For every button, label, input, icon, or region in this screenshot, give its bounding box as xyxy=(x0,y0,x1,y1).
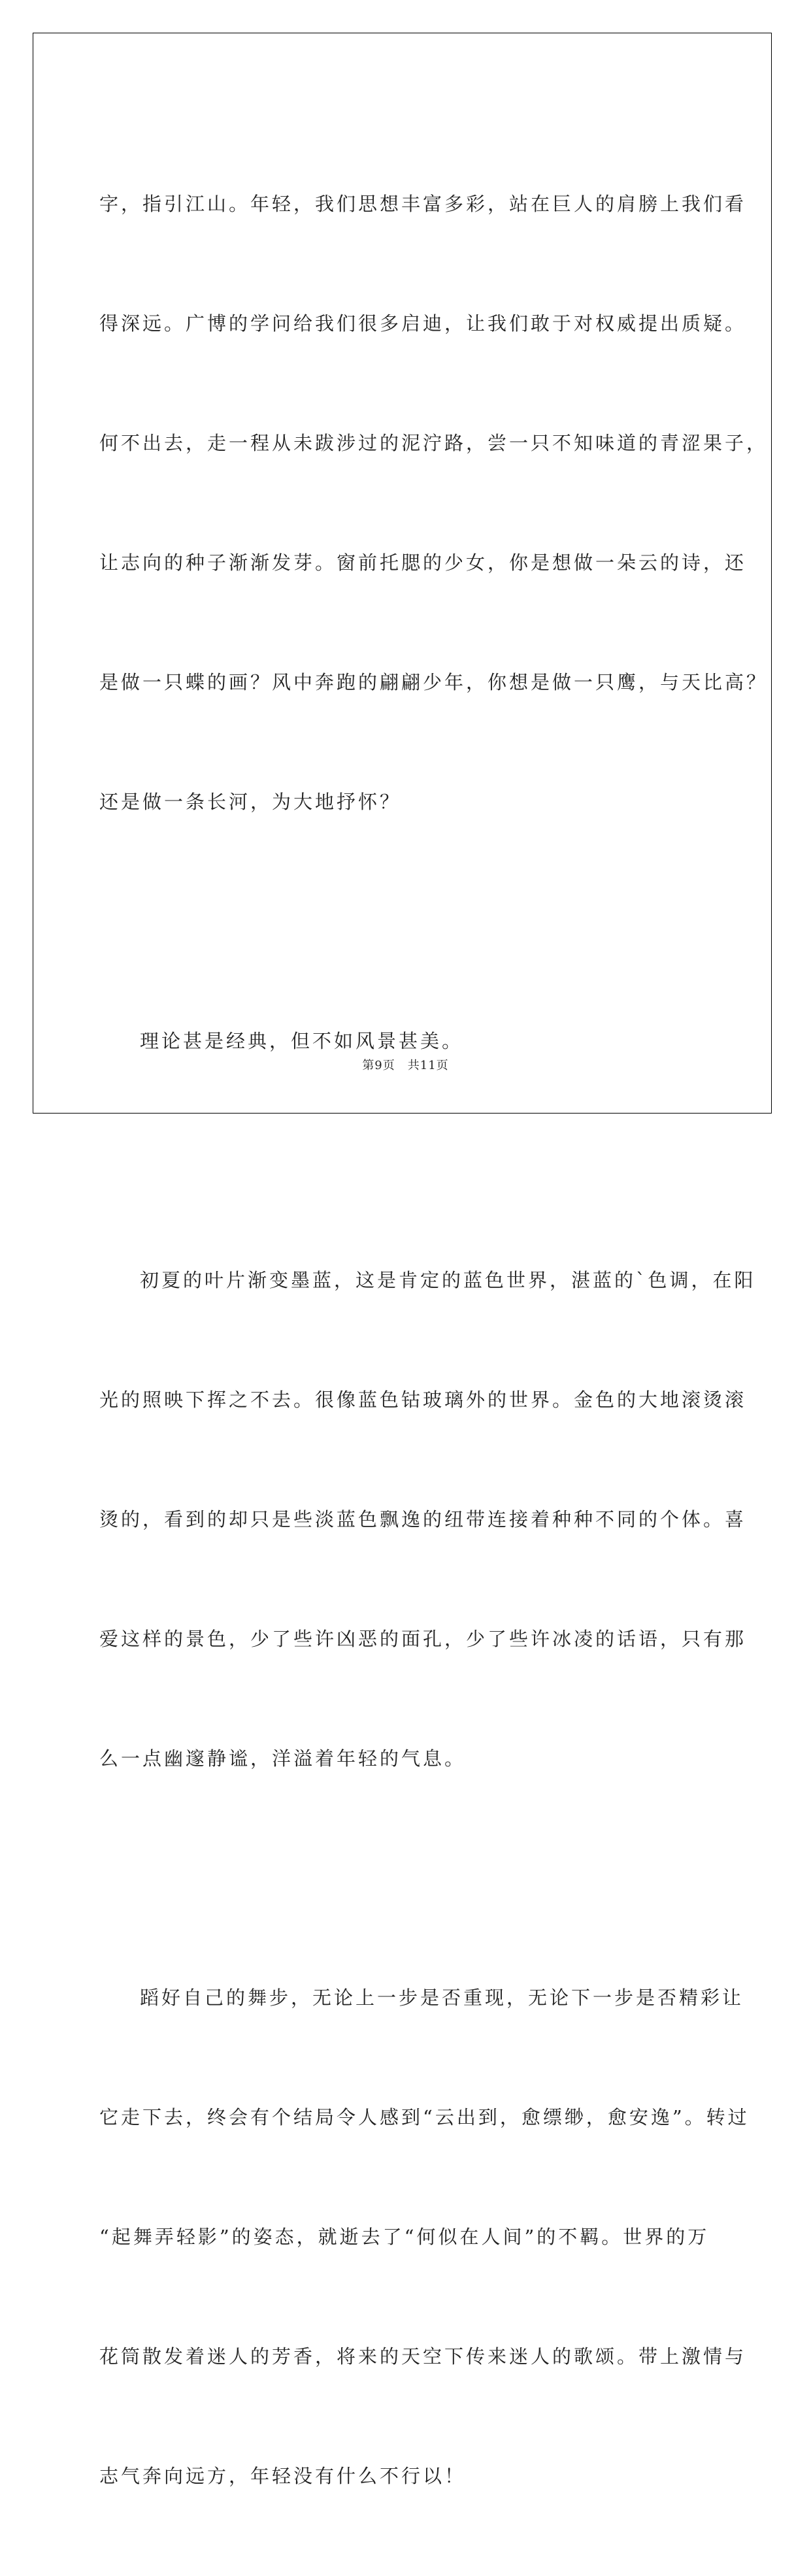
paragraph-1 xyxy=(99,105,769,902)
text-line: 花筒散发着迷人的芳香，将来的天空下传来迷人的歌颂。带上激情与 xyxy=(99,2345,747,2368)
text-line: 么一点幽邃静谧，洋溢着年轻的气息。 xyxy=(99,1747,467,1770)
text-line: 是做一只蝶的画？风中奔跑的翩翩少年，你想是做一只鹰，与天比高？ xyxy=(99,671,769,693)
text-line: 蹈好自己的舞步，无论上一步是否重现，无论下一步是否精彩让 xyxy=(140,1987,744,2009)
text-line: 得深远。广博的学问给我们很多启迪，让我们敢于对权威提出质疑。 xyxy=(99,312,747,335)
text-line: 理论甚是经典，但不如风景甚美。 xyxy=(140,1030,464,1052)
paragraph-gap xyxy=(99,1858,727,1898)
text-line: 它走下去，终会有个结局令人感到“云出到，愈缥缈，愈安逸”。转过 xyxy=(99,2106,750,2128)
text-line: 何不出去，走一程从未跋涉过的泥泞路，尝一只不知味道的青涩果子， xyxy=(99,432,769,454)
text-line: 光的照映下挥之不去。很像蓝色钴玻璃外的世界。金色的大地滚烫滚 xyxy=(99,1389,747,1411)
paragraph-2 xyxy=(99,942,727,1141)
document-body xyxy=(99,105,769,2576)
text-line: 还是做一条长河，为大地抒怀？ xyxy=(99,791,402,813)
page-number-footer: 第9页 共11页 xyxy=(362,1059,449,1072)
text-line: 烫的，看到的却只是些淡蓝色飘逸的纽带连接着种种不同的个体。喜 xyxy=(99,1508,747,1530)
paragraph-gap xyxy=(99,1141,727,1181)
text-line: 志气奔向远方，年轻没有什么不行以！ xyxy=(99,2465,467,2487)
paragraph-gap xyxy=(99,902,727,942)
paragraph-3 xyxy=(99,1181,756,1858)
paragraph-4 xyxy=(99,1898,750,2576)
text-line: 字，指引江山。年轻，我们思想丰富多彩，站在巨人的肩膀上我们看 xyxy=(99,193,747,215)
text-line: 让志向的种子渐渐发芽。窗前托腮的少女，你是想做一朵云的诗，还 xyxy=(99,552,747,574)
text-line: 爱这样的景色，少了些许凶恶的面孔，少了些许冰凌的话语，只有那 xyxy=(99,1628,747,1650)
text-line: 初夏的叶片渐变墨蓝，这是肯定的蓝色世界，湛蓝的`色调，在阳 xyxy=(140,1269,756,1291)
text-line: “起舞弄轻影”的姿态，就逝去了“何似在人间”的不羁。世界的万 xyxy=(99,2226,710,2248)
